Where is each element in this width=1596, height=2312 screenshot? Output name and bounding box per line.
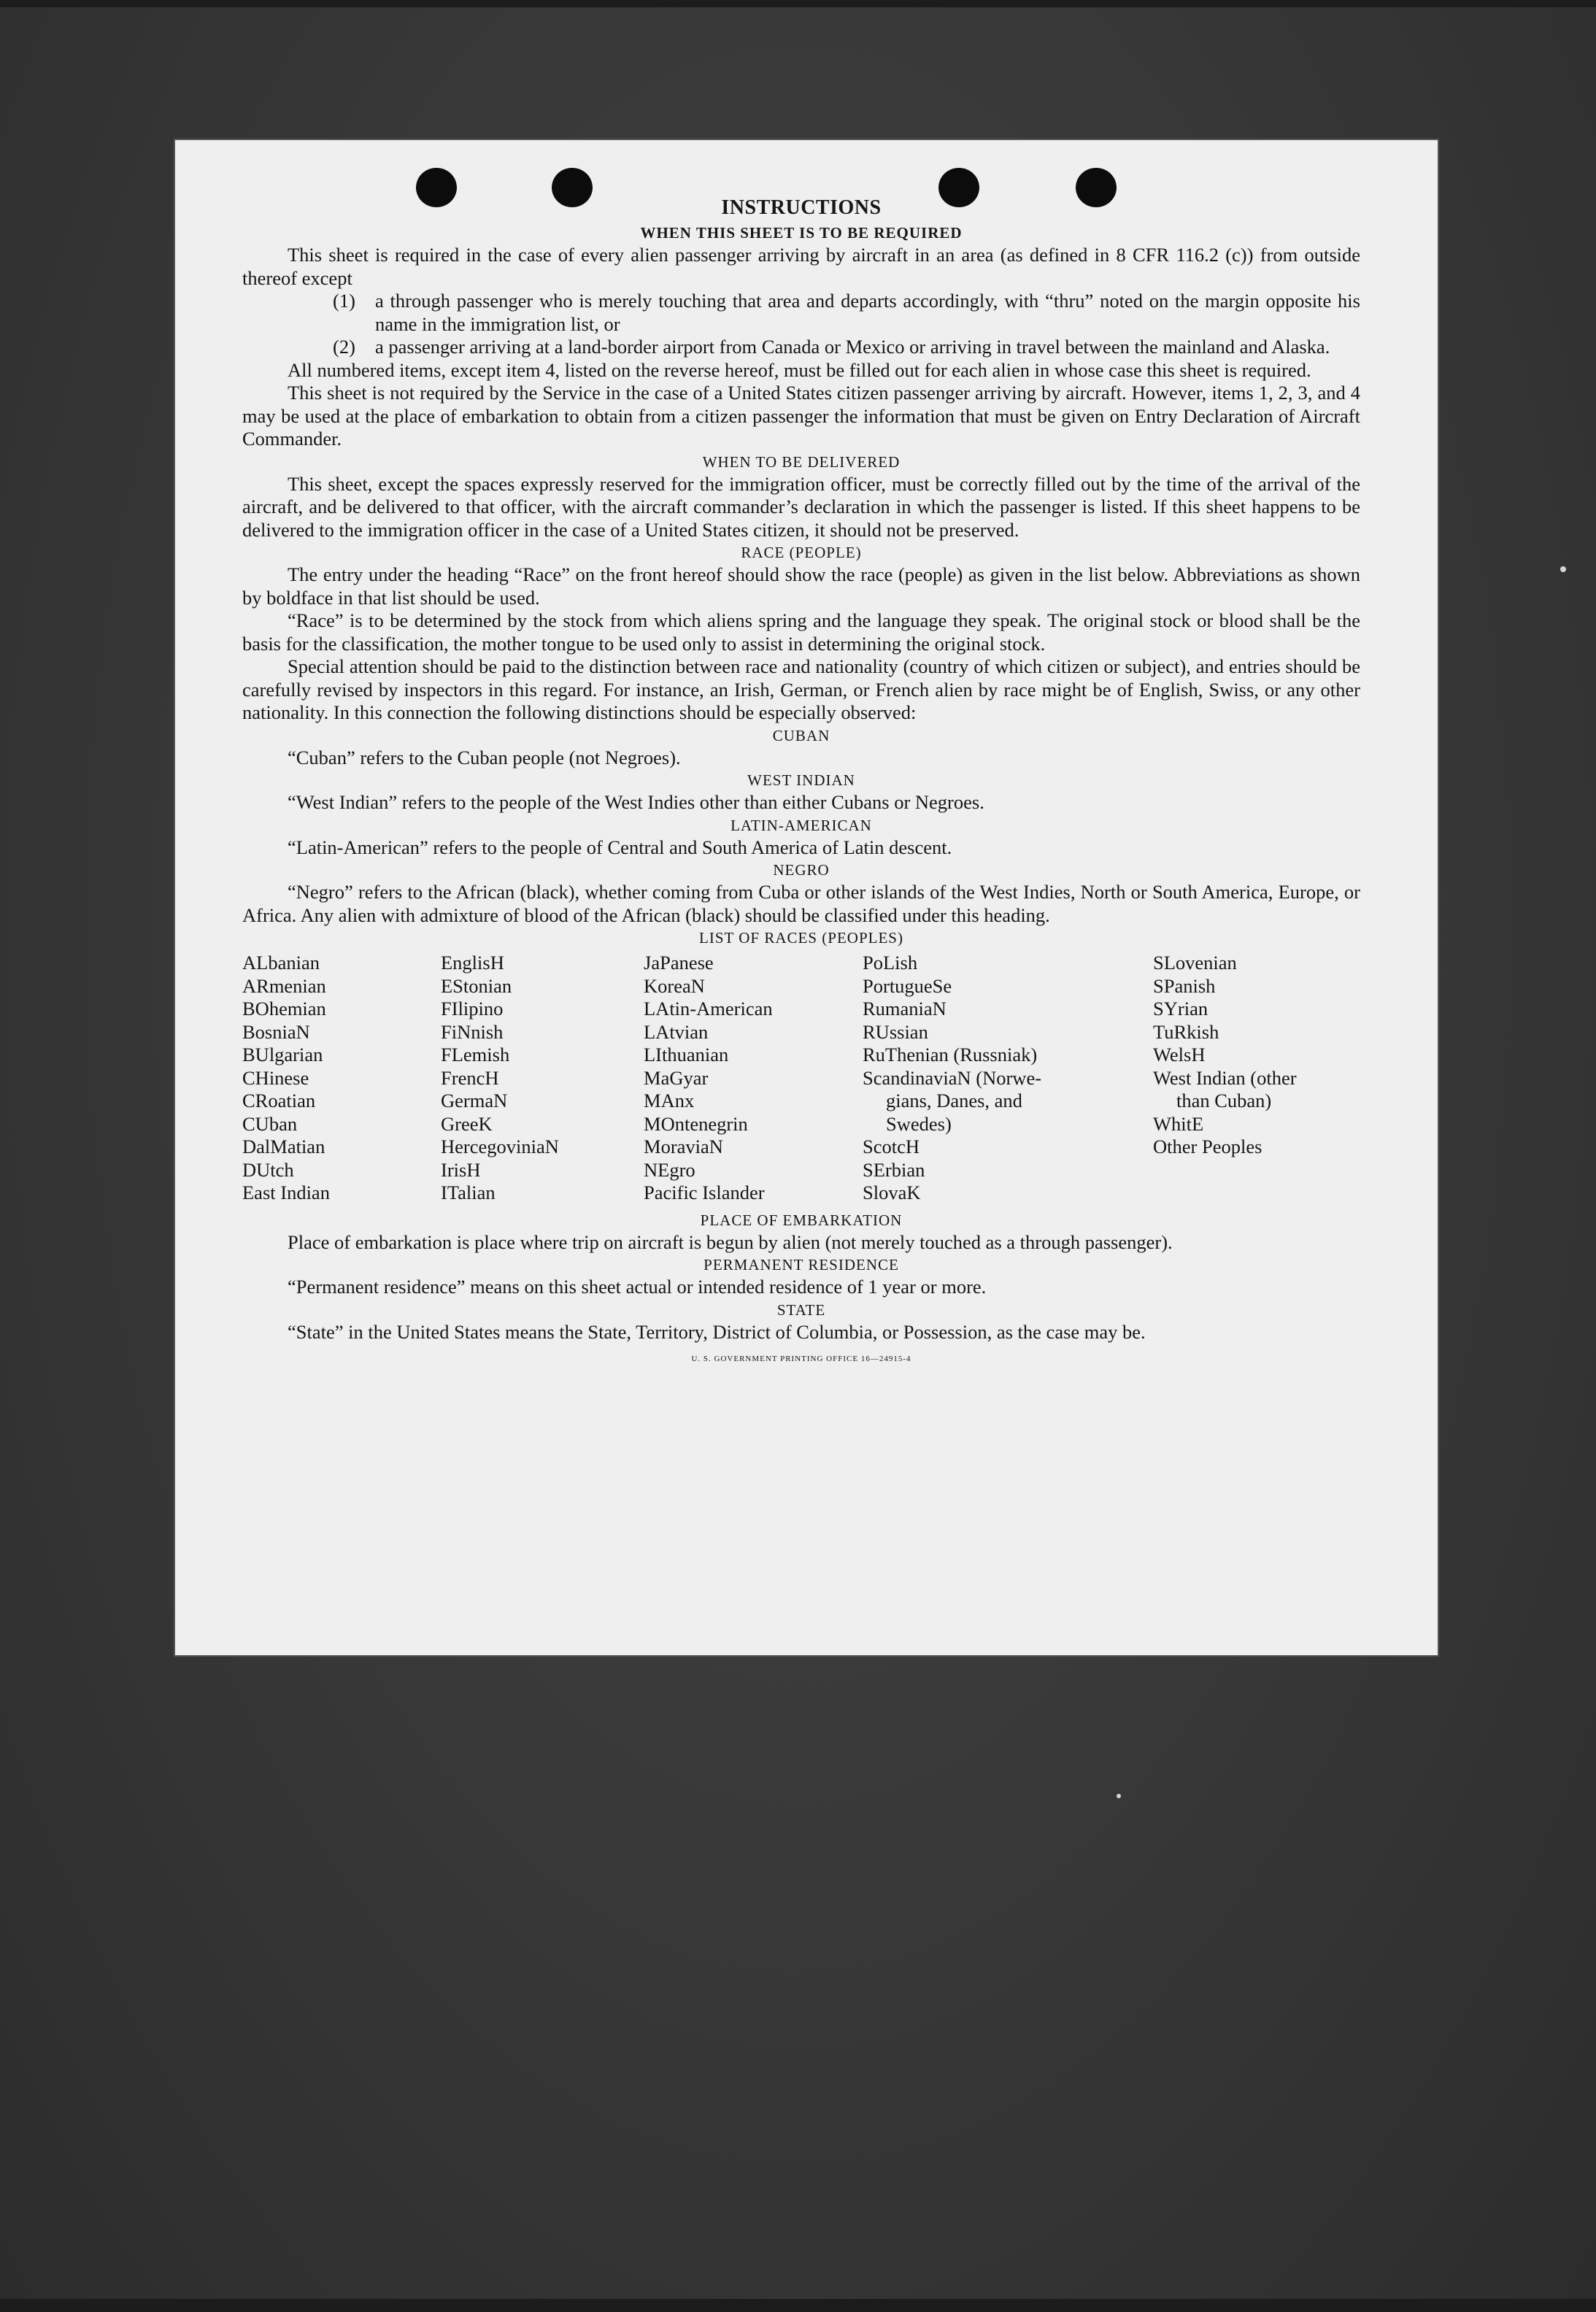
- race-entry: SlovaK: [863, 1182, 921, 1203]
- paragraph-numbered-items: All numbered items, except item 4, listed on the reverse hereof, must be filled out for each alien in whose case this sheet is required.: [288, 358, 1311, 381]
- list-text: a through passenger who is merely touching that area and departs accordingly, with “thru” noted on the margin opposite his name in the immigration list, or: [375, 290, 1360, 335]
- section-heading-when-required: WHEN THIS SHEET IS TO BE REQUIRED: [640, 224, 963, 242]
- race-entry: DUtch: [242, 1158, 294, 1181]
- race-entry: IrisH: [441, 1158, 481, 1181]
- section-heading-place-of-embarkation: PLACE OF EMBARKATION: [700, 1211, 903, 1229]
- section-heading-cuban: CUBAN: [772, 726, 830, 744]
- paragraph-race-entry: The entry under the heading “Race” on the front hereof should show the race (people) as given in the list below. Abbreviations as shown by boldface in that list should be used.: [242, 563, 1360, 609]
- race-entry: HercegoviniaN: [441, 1136, 559, 1157]
- race-column: [863, 952, 1153, 1205]
- race-column: [1153, 952, 1360, 1205]
- race-entry: FiNnish: [441, 1020, 504, 1043]
- race-entry: SPanish: [1153, 974, 1216, 997]
- race-entry: LAtin-American: [644, 998, 773, 1020]
- film-edge-top: [0, 0, 1596, 7]
- race-entry: BOhemian: [242, 998, 326, 1020]
- race-entry: RumaniaN: [863, 998, 947, 1020]
- race-entry: ScandinaviaN (Norwe-: [863, 1066, 1042, 1089]
- race-entry: RUssian: [863, 1020, 928, 1043]
- paragraph-required-intro: This sheet is required in the case of every alien passenger arriving by aircraft in an area (as defined in 8 CFR 116.2 (c)) from outside thereof except: [242, 244, 1360, 289]
- list-number: (2): [333, 336, 355, 358]
- section-heading-when-delivered: WHEN TO BE DELIVERED: [702, 452, 901, 471]
- instruction-sheet: [175, 140, 1438, 1655]
- race-entry: WhitE: [1153, 1112, 1204, 1135]
- race-entry: Other Peoples: [1153, 1136, 1262, 1157]
- list-number: (1): [333, 290, 355, 312]
- race-entry: MaGyar: [644, 1066, 709, 1089]
- race-entry: SYrian: [1153, 998, 1208, 1020]
- paragraph-citizen: This sheet is not required by the Service in the case of a United States citizen passenger arriving by aircraft. However, items 1, 2, 3, and 4 may be used at the place of embarkation to obtain from a citizen passenger the information that must be given on Entry Declaration of Aircraft Commander.: [242, 382, 1360, 450]
- race-entry: LIthuanian: [644, 1044, 729, 1066]
- paragraph-delivery: This sheet, except the spaces expressly reserved for the immigration officer, must be correctly filled out by the time of the arrival of the aircraft, and be delivered to that officer, with the aircraft commander’s declaration in which the passenger is listed. If this sheet happens to be delivered to the immigration officer in the case of a United States citizen, it should not be preserved.: [242, 472, 1360, 541]
- paragraph-race-nationality: Special attention should be paid to the distinction between race and nationality (country of which citizen or subject), and entries should be carefully revised by inspectors in this regard. For instance, an Irish, German, or French alien by race might be of English, Swiss, or any other nationality. In this connection the following distinctions should be especially observed:: [242, 655, 1360, 723]
- race-entry: KoreaN: [644, 974, 705, 997]
- paragraph-latin-american: “Latin-American” refers to the people of Central and South America of Latin descent.: [288, 836, 952, 858]
- race-entry: EnglisH: [441, 952, 504, 974]
- section-heading-west-indian: WEST INDIAN: [747, 771, 855, 789]
- race-entry: MoraviaN: [644, 1136, 723, 1157]
- race-entry: FrencH: [441, 1066, 499, 1089]
- race-entry: ITalian: [441, 1182, 496, 1203]
- race-entry: CUban: [242, 1112, 298, 1135]
- paragraph-race-stock: “Race” is to be determined by the stock from which aliens spring and the language they speak. The original stock or blood shall be the basis for the classification, the mother tongue to be used only to assist in determining the original stock.: [242, 609, 1360, 655]
- list-item: [242, 336, 1360, 359]
- section-heading-latin-american: LATIN-AMERICAN: [730, 816, 872, 834]
- race-entry: BUlgarian: [242, 1044, 323, 1066]
- race-entry: ARmenian: [242, 974, 326, 997]
- section-heading-permanent-residence: PERMANENT RESIDENCE: [703, 1256, 899, 1273]
- section-heading-race: RACE (PEOPLE): [741, 544, 862, 561]
- race-entry: LAtvian: [644, 1020, 709, 1043]
- section-heading-negro: NEGRO: [773, 861, 830, 879]
- paragraph-west-indian: “West Indian” refers to the people of the West Indies other than either Cubans or Negroes.: [288, 791, 984, 813]
- section-heading-list-of-races: LIST OF RACES (PEOPLES): [699, 929, 903, 947]
- race-entry: WelsH: [1153, 1044, 1206, 1066]
- race-entry: ScotcH: [863, 1136, 920, 1157]
- race-entry: EStonian: [441, 974, 512, 997]
- printer-imprint: U. S. GOVERNMENT PRINTING OFFICE 16—24915-4: [691, 1355, 911, 1363]
- race-entry: JaPanese: [644, 952, 714, 974]
- document-body: [242, 196, 1360, 1371]
- race-entry: MOntenegrin: [644, 1112, 748, 1135]
- race-entry: NEgro: [644, 1158, 695, 1181]
- list-text: a passenger arriving at a land-border airport from Canada or Mexico or arriving in travel between the mainland and Alaska.: [375, 336, 1330, 358]
- race-column: [441, 952, 644, 1205]
- paragraph-cuban: “Cuban” refers to the Cuban people (not Negroes).: [288, 746, 681, 768]
- race-entry-continued: than Cuban): [1176, 1090, 1272, 1111]
- race-entry-continued: gians, Danes, and: [886, 1090, 1022, 1111]
- race-entry: GermaN: [441, 1090, 508, 1111]
- race-entry: BosniaN: [242, 1020, 310, 1043]
- race-entry: West Indian (other: [1153, 1066, 1297, 1089]
- race-list: [242, 952, 1360, 1205]
- page-title: INSTRUCTIONS: [721, 196, 882, 219]
- race-entry-continued: Swedes): [886, 1112, 952, 1135]
- film-speck: [1117, 1794, 1121, 1798]
- film-edge-bottom: [0, 2299, 1596, 2312]
- race-entry: FIlipino: [441, 998, 504, 1020]
- film-speck: [1560, 566, 1566, 572]
- race-entry: Pacific Islander: [644, 1182, 765, 1203]
- paragraph-negro: “Negro” refers to the African (black), whether coming from Cuba or other islands of the West Indies, North or South America, Europe, or Africa. Any alien with admixture of blood of the African (black) should be classified under this heading.: [242, 881, 1360, 926]
- race-entry: RuThenian (Russniak): [863, 1044, 1038, 1066]
- race-entry: DalMatian: [242, 1136, 325, 1157]
- paragraph-permanent-residence: “Permanent residence” means on this sheet actual or intended residence of 1 year or more.: [288, 1276, 987, 1298]
- race-entry: PortugueSe: [863, 974, 952, 997]
- race-entry: MAnx: [644, 1090, 695, 1111]
- race-entry: TuRkish: [1153, 1020, 1219, 1043]
- race-column: [644, 952, 863, 1205]
- race-entry: GreeK: [441, 1112, 493, 1135]
- race-entry: FLemish: [441, 1044, 510, 1066]
- race-entry: SErbian: [863, 1158, 925, 1181]
- race-entry: ALbanian: [242, 952, 320, 974]
- race-entry: SLovenian: [1153, 952, 1237, 974]
- race-entry: CHinese: [242, 1066, 309, 1089]
- section-heading-state: STATE: [776, 1300, 826, 1319]
- race-column: [242, 952, 441, 1205]
- paragraph-state: “State” in the United States means the State, Territory, District of Columbia, or Possession, as the case may be.: [288, 1320, 1146, 1343]
- list-item: [242, 290, 1360, 336]
- race-entry: East Indian: [242, 1182, 330, 1203]
- race-entry: PoLish: [863, 952, 918, 974]
- paragraph-place-of-embarkation: Place of embarkation is place where trip on aircraft is begun by alien (not merely touched as a through passenger).: [288, 1230, 1173, 1253]
- race-entry: CRoatian: [242, 1090, 316, 1111]
